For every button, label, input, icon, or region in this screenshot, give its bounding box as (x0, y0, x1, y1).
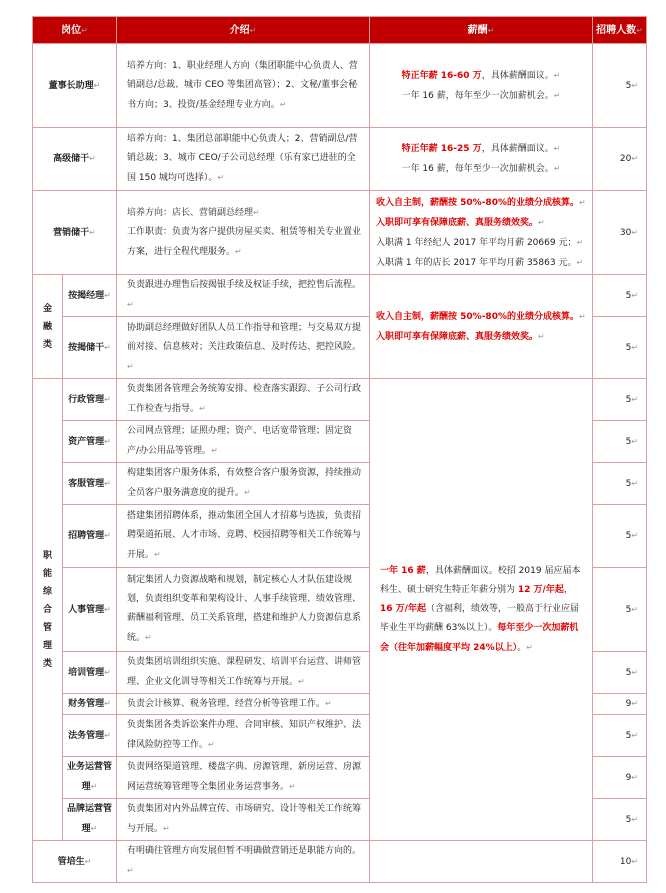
intro-cell: 构建集团客户服务体系，有效整合客户服务资源，持续推动全员客户服务满意度的提升。↵ (117, 463, 370, 505)
intro-cell: 培养方向：1、职业经理人方向（集团职能中心负责人、营销副总/总裁、城市 CEO 等集团高管）；2、文秘/董事会秘书方向；3、投资/基金经理专业方向。↵ (117, 44, 370, 128)
count-cell: 9↵ (593, 694, 647, 715)
intro-cell: 负责集团培训组织实施、课程研发、培训平台运营、讲师管理、企业文化训导等相关工作统筹与开展。↵ (117, 652, 370, 694)
intro-cell: 负责集团对内外品牌宣传、市场研究、设计等相关工作统筹与开展。↵ (117, 799, 370, 841)
position-cell: 培训管理↵ (63, 652, 117, 694)
count-cell: 5↵ (593, 317, 647, 379)
table-row (33, 275, 647, 317)
intro-cell: 有明确往管理方向发展但暂不明确做营销还是职能方向的。↵ (117, 841, 370, 883)
intro-cell: 制定集团人力资源战略和规划，制定核心人才队伍建设规划，负责组织变革和架构设计、人事手续管理、绩效管理、薪酬福利管理、员工关系管理，搭建和维护人力资源信息系统。↵ (117, 568, 370, 652)
count-cell: 5↵ (593, 44, 647, 128)
header-salary: 薪酬↵ (370, 17, 593, 44)
table-row (33, 379, 647, 421)
intro-cell: 搭建集团招聘体系，推动集团全国人才招募与选拔，负责招聘渠道拓展、人才市场、竞聘、校园招聘等相关工作统筹与开展。↵ (117, 505, 370, 568)
position-cell: 行政管理↵ (63, 379, 117, 421)
count-cell: 30↵ (593, 191, 647, 275)
count-cell: 5↵ (593, 715, 647, 757)
count-cell: 5↵ (593, 275, 647, 317)
salary-cell: 收入自主制，薪酬按 50%-80%的业绩分成核算。↵ 入职即可享有保障底薪、真服务绩效奖。↵ (370, 275, 593, 379)
count-cell: 20↵ (593, 128, 647, 191)
intro-cell: 负责网络渠道管理、楼盘字典、房源管理、新房运营、房源网运营统筹管理等全集团业务运营事务。↵ (117, 757, 370, 799)
position-cell: 管培生↵ (33, 841, 117, 883)
count-cell: 5↵ (593, 505, 647, 568)
position-cell: 董事长助理↵ (33, 44, 117, 128)
count-cell: 5↵ (593, 652, 647, 694)
salary-cell: 一年 16 薪，具体薪酬面议。校招 2019 届应届本科生、硕士研究生特正年薪分别为 12 万/年起，16 万/年起（含福利，绩效等，一般高于行业应届毕业生平均薪酬 63%以上）。每年至少一次加薪机会（往年加薪幅度平均 24%以上）。↵ (370, 379, 593, 841)
position-cell: 客服管理↵ (63, 463, 117, 505)
count-cell: 5↵ (593, 568, 647, 652)
count-cell: 10↵ (593, 841, 647, 883)
position-cell: 人事管理↵ (63, 568, 117, 652)
position-cell: 招聘管理↵ (63, 505, 117, 568)
position-cell: 资产管理↵ (63, 421, 117, 463)
position-cell: 品牌运营管理↵ (63, 799, 117, 841)
intro-cell: 协助副总经理做好团队人员工作指导和管理；与交易双方提前对接、信息核对；关注政策信息、及时传达、把控风险。↵ (117, 317, 370, 379)
header-position: 岗位↵ (33, 17, 117, 44)
salary-cell: 收入自主制，薪酬按 50%-80%的业绩分成核算。↵ 入职即可享有保障底薪、真服务绩效奖。↵ 入职满 1 年经纪人 2017 年平均月薪 20669 元；↵ 入职满 1 年的店长 2017 年平均月薪 35863 元。↵ (370, 191, 593, 275)
salary-cell: 特正年薪 16-25 万，具体薪酬面议。↵ 一年 16 薪，每年至少一次加薪机会。↵ (370, 128, 593, 191)
count-cell: 9↵ (593, 757, 647, 799)
count-cell: 5↵ (593, 379, 647, 421)
intro-cell: 负责集团各管理会务统筹安排、检查落实跟踪、子公司行政工作检查与指导。↵ (117, 379, 370, 421)
count-cell: 5↵ (593, 421, 647, 463)
intro-cell: 负责集团各类诉讼案件办理、合同审核、知识产权维护、法律风险防控等工作。↵ (117, 715, 370, 757)
salary-cell-empty (370, 841, 593, 883)
position-cell: 法务管理↵ (63, 715, 117, 757)
intro-cell: 培养方向：1、集团总部职能中心负责人；2、营销副总/营销总裁；3、城市 CEO/子公司总经理（乐有家已进驻的全国 150 城均可选择）。↵ (117, 128, 370, 191)
table-row (33, 191, 647, 275)
position-cell: 营销储干↵ (33, 191, 117, 275)
count-cell: 5↵ (593, 799, 647, 841)
position-cell: 业务运营管理↵ (63, 757, 117, 799)
table-row (33, 128, 647, 191)
salary-cell: 特正年薪 16-60 万，具体薪酬面议。↵ 一年 16 薪，每年至少一次加薪机会。↵ (370, 44, 593, 128)
header-intro: 介绍↵ (117, 17, 370, 44)
position-cell: 财务管理↵ (63, 694, 117, 715)
intro-cell: 培养方向：店长、营销副总经理↵ 工作职责：负责为客户提供房屋买卖、租赁等相关专业置业方案，进行全程代理服务。↵ (117, 191, 370, 275)
table-row (33, 44, 647, 128)
count-cell: 5↵ (593, 463, 647, 505)
category-finance: 金融类 (33, 275, 63, 379)
header-count: 招聘人数↵ (593, 17, 647, 44)
intro-cell: 负责会计核算、税务管理、经营分析等管理工作。↵ (117, 694, 370, 715)
intro-cell: 负责跟进办理售后按揭银手续及权证手续，把控售后流程。↵ (117, 275, 370, 317)
category-support: 职能综合管理类 (33, 379, 63, 841)
table-row (33, 841, 647, 883)
intro-cell: 公司网点管理；证照办理；资产、电话宽带管理；固定资产/办公用品等管理。↵ (117, 421, 370, 463)
position-cell: 按揭储干↵ (63, 317, 117, 379)
recruitment-table (32, 16, 647, 883)
position-cell: 高级储干↵ (33, 128, 117, 191)
position-cell: 按揭经理↵ (63, 275, 117, 317)
